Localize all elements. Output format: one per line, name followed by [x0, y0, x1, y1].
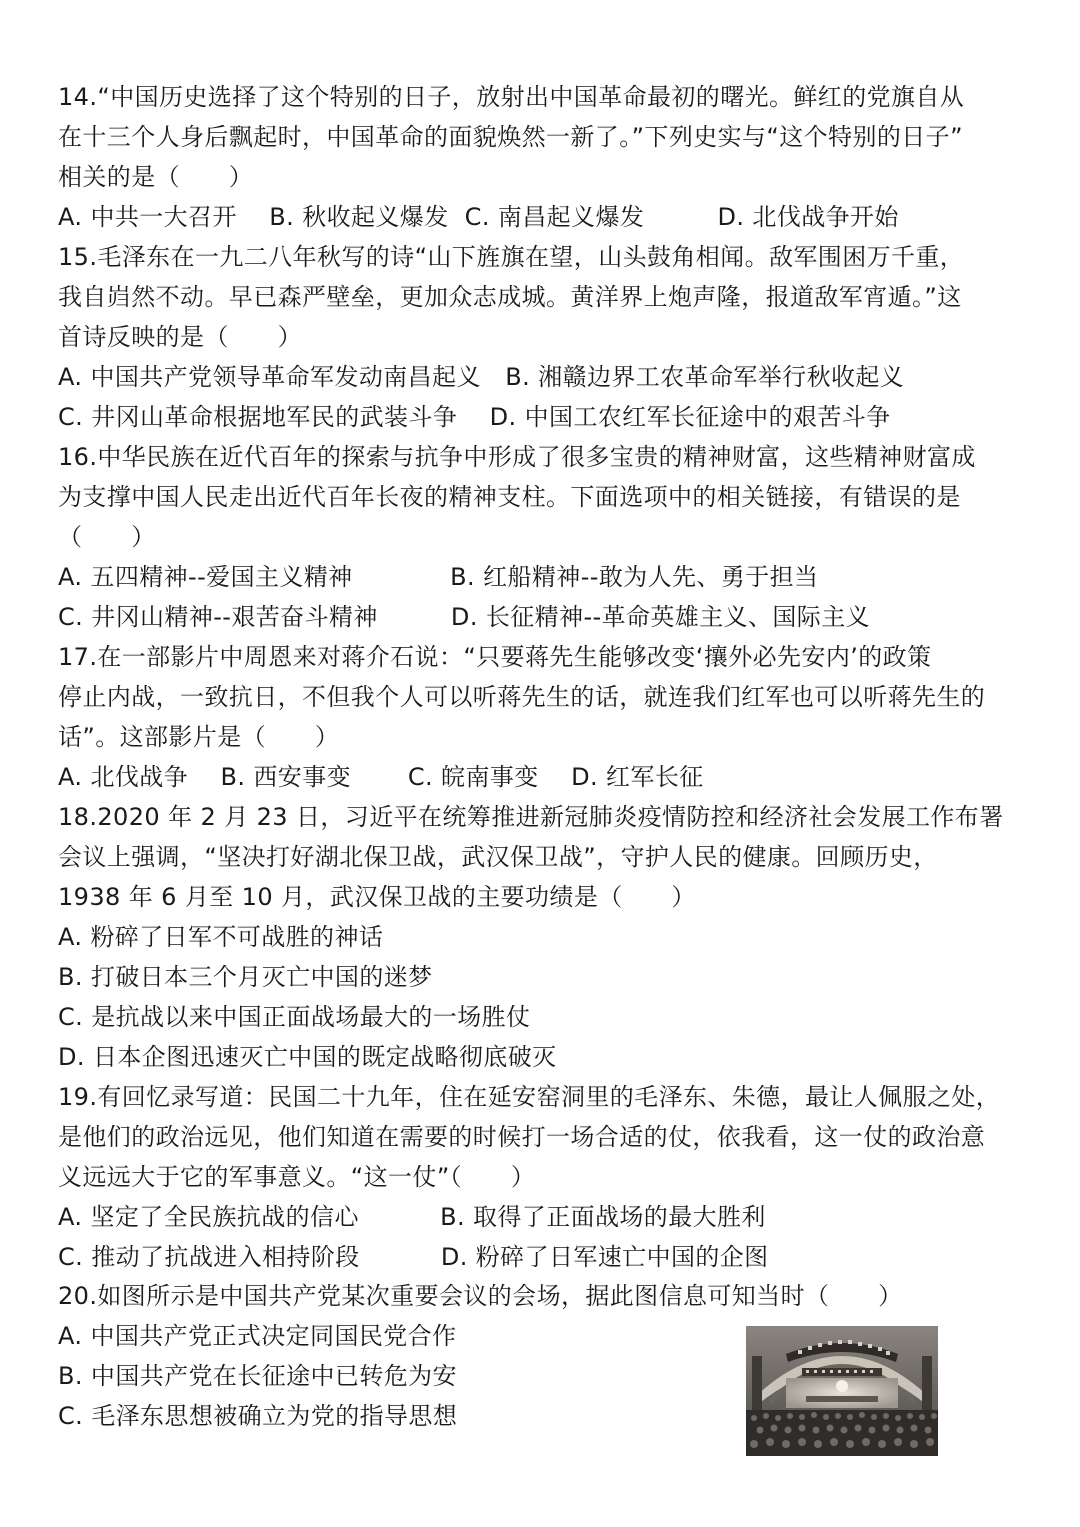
meeting-hall-photo: [746, 1326, 938, 1456]
q18-option-c: C. 是抗战以来中国正面战场最大的一场胜仗: [58, 1003, 531, 1031]
q17-options: A. 北伐战争 B. 西安事变 C. 皖南事变 D. 红军长征: [58, 763, 704, 791]
q14-stem-line-2: 在十三个人身后飘起时，中国革命的面貌焕然一新了。”下列史实与“这个特别的日子”: [58, 123, 963, 151]
meeting-hall-photo-drawing: [746, 1326, 938, 1456]
q19-options-row-1: A. 坚定了全民族抗战的信心 B. 取得了正面战场的最大胜利: [58, 1203, 766, 1231]
q17-stem-line-3: 话”。这部影片是（ ）: [58, 723, 340, 751]
q18-stem-line-1: 18.2020 年 2 月 23 日，习近平在统筹推进新冠肺炎疫情防控和经济社会发展工作布署: [58, 803, 1004, 831]
q18-option-d: D. 日本企图迅速灭亡中国的既定战略彻底破灭: [58, 1043, 557, 1071]
q20-stem: 20.如图所示是中国共产党某次重要会议的会场，据此图信息可知当时（ ）: [58, 1282, 903, 1310]
q18-stem-line-2: 会议上强调，“坚决打好湖北保卫战，武汉保卫战”，守护人民的健康。回顾历史，: [58, 843, 938, 871]
q17-stem-line-1: 17.在一部影片中周恩来对蒋介石说：“只要蒋先生能够改变‘攘外必先安内’的政策: [58, 643, 932, 671]
q14-options: A. 中共一大召开 B. 秋收起义爆发 C. 南昌起义爆发 D. 北伐战争开始: [58, 203, 899, 231]
q16-options-row-2: C. 井冈山精神--艰苦奋斗精神 D. 长征精神--革命英雄主义、国际主义: [58, 603, 870, 631]
q15-stem-line-3: 首诗反映的是（ ）: [58, 323, 302, 351]
q19-stem-line-2: 是他们的政治远见，他们知道在需要的时候打一场合适的仗，依我看，这一仗的政治意: [58, 1123, 986, 1151]
q19-options-row-2: C. 推动了抗战进入相持阶段 D. 粉碎了日军速亡中国的企图: [58, 1243, 769, 1271]
q16-options-row-1: A. 五四精神--爱国主义精神 B. 红船精神--敢为人先、勇于担当: [58, 563, 819, 591]
q18-option-a: A. 粉碎了日军不可战胜的神话: [58, 923, 384, 951]
q15-options-row-2: C. 井冈山革命根据地军民的武装斗争 D. 中国工农红军长征途中的艰苦斗争: [58, 403, 891, 431]
q16-stem-line-2: 为支撑中国人民走出近代百年长夜的精神支柱。下面选项中的相关链接，有错误的是: [58, 483, 961, 511]
q20-option-b: B. 中国共产党在长征途中已转危为安: [58, 1362, 457, 1390]
q20-option-a: A. 中国共产党正式决定同国民党合作: [58, 1322, 457, 1350]
q18-stem-line-3: 1938 年 6 月至 10 月，武汉保卫战的主要功绩是（ ）: [58, 883, 696, 911]
q14-stem-line-1: 14.“中国历史选择了这个特别的日子，放射出中国革命最初的曙光。鲜红的党旗自从: [58, 83, 965, 111]
q20-option-c: C. 毛泽东思想被确立为党的指导思想: [58, 1402, 458, 1430]
q16-stem-line-1: 16.中华民族在近代百年的探索与抗争中形成了很多宝贵的精神财富，这些精神财富成: [58, 443, 976, 471]
q15-stem-line-2: 我自岿然不动。早已森严壁垒，更加众志成城。黄洋界上炮声隆，报道敌军宵遁。”这: [58, 283, 962, 311]
q19-stem-line-1: 19.有回忆录写道：民国二十九年，住在延安窑洞里的毛泽东、朱德，最让人佩服之处，: [58, 1083, 1001, 1111]
q19-stem-line-3: 义远远大于它的军事意义。“这一仗”（ ）: [58, 1163, 536, 1191]
q15-stem-line-1: 15.毛泽东在一九二八年秋写的诗“山下旌旗在望，山头鼓角相闻。敌军围困万千重，: [58, 243, 965, 271]
q18-option-b: B. 打破日本三个月灭亡中国的迷梦: [58, 963, 433, 991]
q17-stem-line-2: 停止内战，一致抗日，不但我个人可以听蒋先生的话，就连我们红军也可以听蒋先生的: [58, 683, 986, 711]
q14-stem-line-3: 相关的是（ ）: [58, 163, 254, 191]
q16-stem-line-3: （ ）: [58, 523, 156, 551]
q15-options-row-1: A. 中国共产党领导革命军发动南昌起义 B. 湘赣边界工农革命军举行秋收起义: [58, 363, 905, 391]
